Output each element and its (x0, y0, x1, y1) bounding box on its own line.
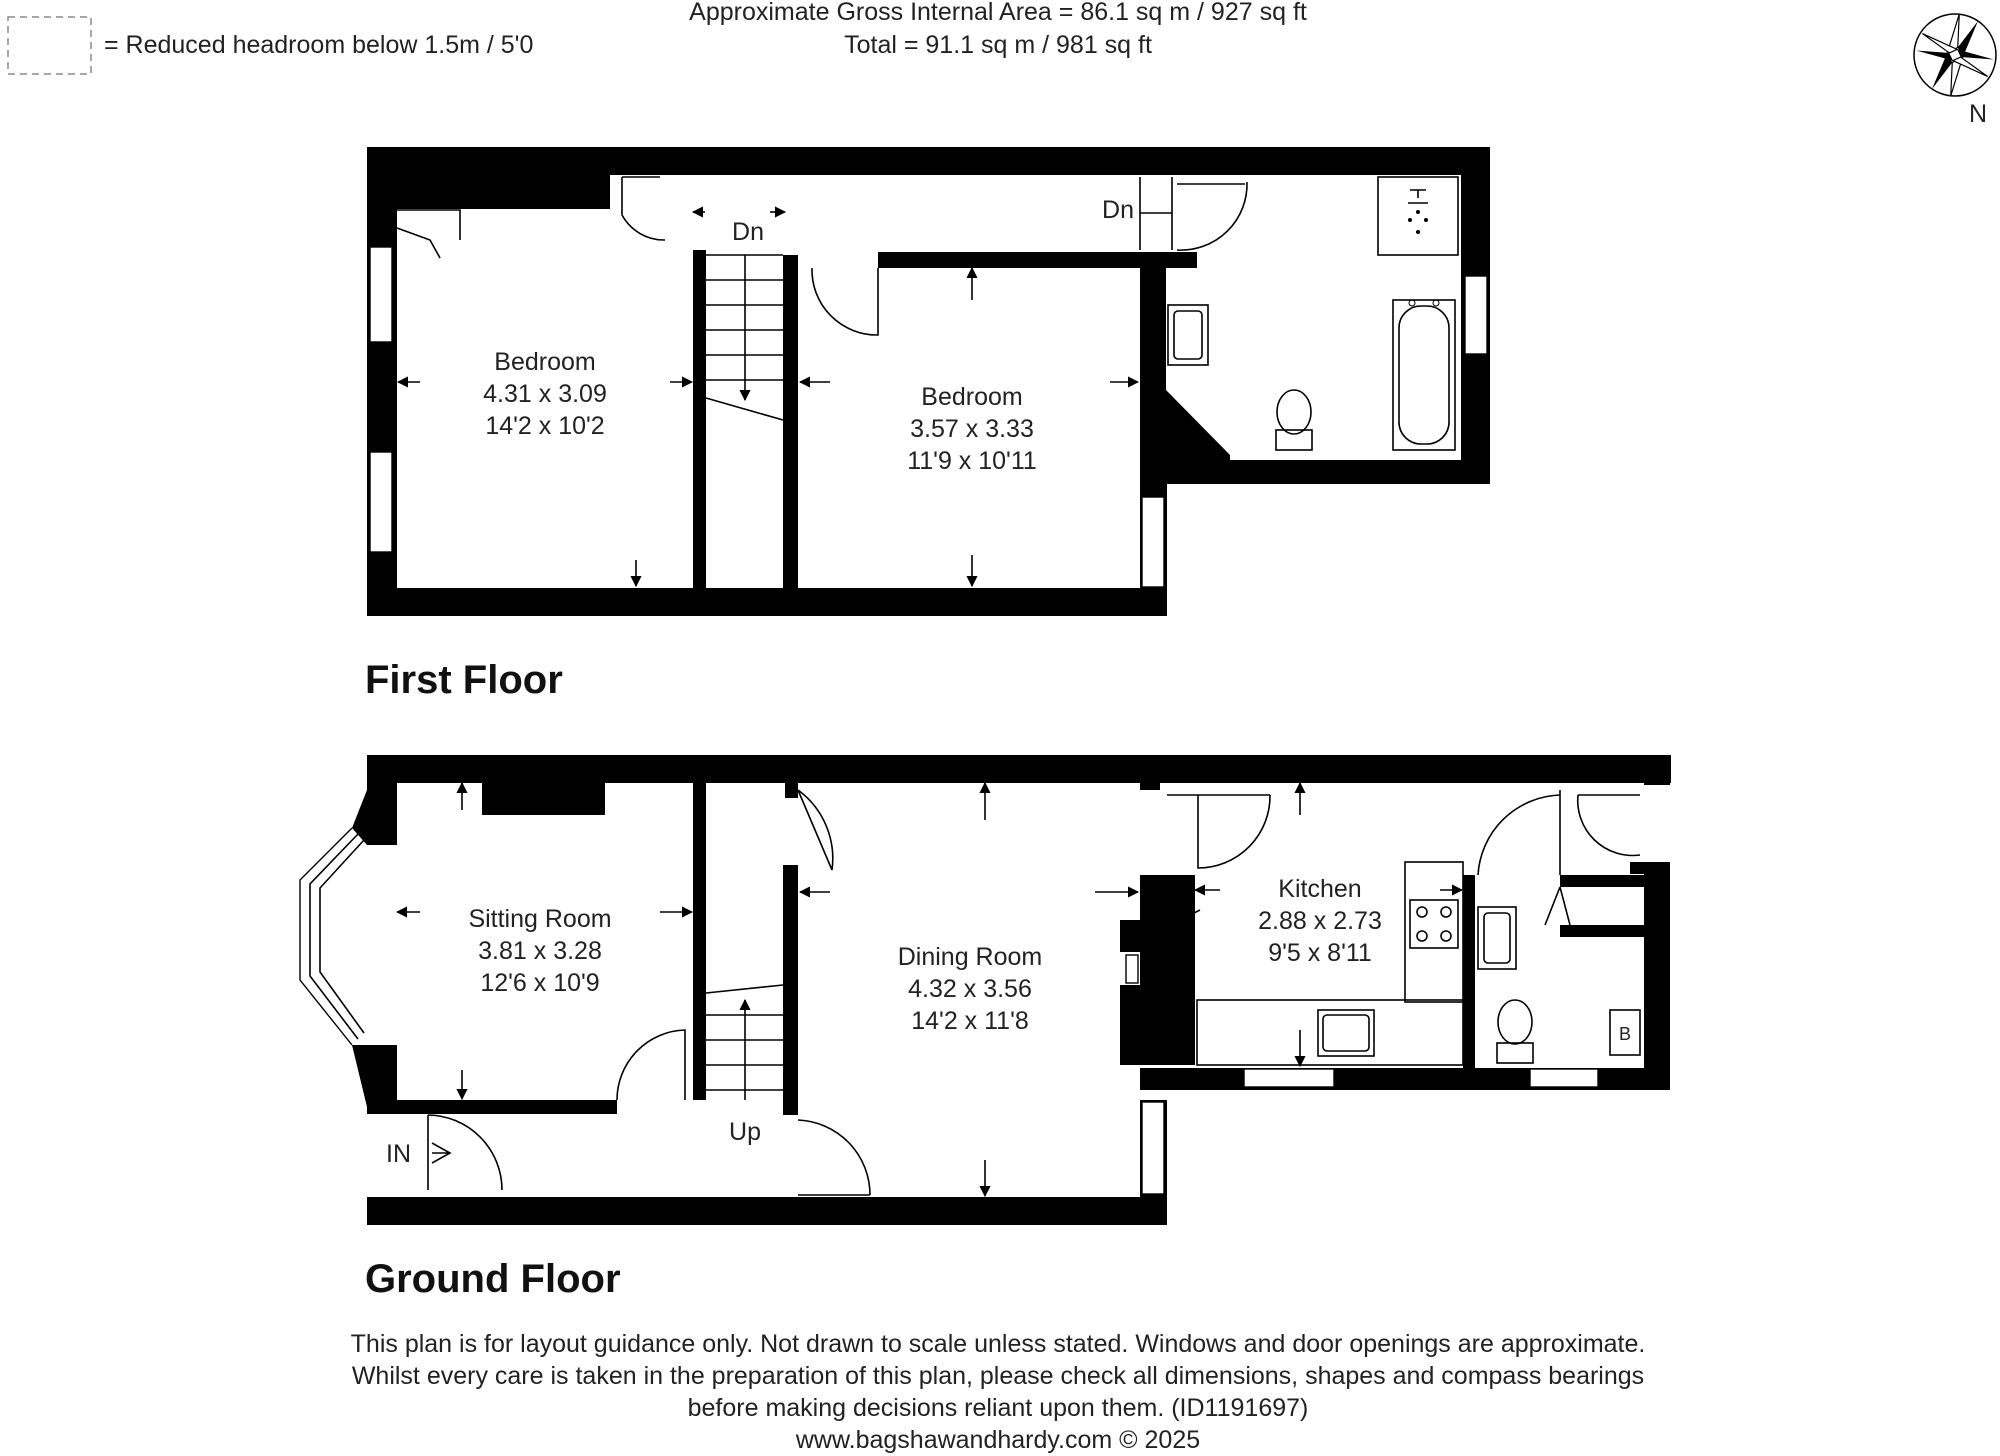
ground-floor-plan (300, 755, 1671, 1225)
bedroom1-imperial: 14'2 x 10'2 (485, 412, 605, 440)
ground-floor-staircase (706, 985, 783, 1100)
first-floor-title: First Floor (365, 658, 563, 702)
dining-room-imperial: 14'2 x 11'8 (911, 1007, 1029, 1035)
kitchen-imperial: 9'5 x 8'11 (1268, 939, 1372, 967)
area-line: Approximate Gross Internal Area = 86.1 sq m / 927 sq ft (689, 0, 1307, 26)
compass-rose-icon (1914, 14, 1996, 96)
utility-toilet-icon (1497, 1000, 1533, 1063)
sitting-room-imperial: 12'6 x 10'9 (480, 969, 600, 997)
hob-icon (1410, 900, 1458, 948)
landing-down-label: Dn (1102, 196, 1134, 224)
first-floor-staircase (706, 255, 783, 420)
disclaimer-line-3: before making decisions reliant upon them. (ID1191697) (687, 1394, 1309, 1422)
boiler-label: B (1618, 1024, 1632, 1044)
dining-room-metric: 4.32 x 3.56 (908, 975, 1032, 1003)
bathtub-icon (1393, 300, 1455, 450)
first-floor-stairs-label: Dn (732, 218, 764, 246)
sitting-room-metric: 3.81 x 3.28 (478, 937, 602, 965)
kitchen-sink-icon (1318, 1010, 1374, 1056)
dining-room-name: Dining Room (897, 943, 1043, 971)
reduced-headroom-legend-box (8, 17, 91, 74)
bedroom1-metric: 4.31 x 3.09 (483, 380, 607, 408)
kitchen-name: Kitchen (1278, 875, 1362, 903)
entrance-label: IN (386, 1140, 411, 1168)
bedroom2-name: Bedroom (921, 383, 1023, 411)
legend-text: = Reduced headroom below 1.5m / 5'0 (104, 31, 534, 59)
ground-floor-stairs-label: Up (729, 1118, 761, 1146)
disclaimer-line-2: Whilst every care is taken in the preparation of this plan, please check all dimensions, shapes and compass bearings (351, 1362, 1645, 1390)
bedroom2-imperial: 11'9 x 10'11 (907, 447, 1037, 475)
sitting-room-name: Sitting Room (468, 905, 612, 933)
total-area-line: Total = 91.1 sq m / 981 sq ft (844, 31, 1152, 59)
shower-icon (1378, 177, 1458, 255)
ground-floor-title: Ground Floor (365, 1257, 621, 1301)
washbasin-icon (1168, 305, 1208, 365)
toilet-icon (1276, 390, 1312, 450)
first-floor-plan (367, 147, 1490, 616)
website-copyright: www.bagshawandhardy.com © 2025 (795, 1426, 1201, 1454)
bedroom1-name: Bedroom (494, 348, 596, 376)
compass-north-label: N (1968, 100, 1988, 128)
disclaimer-line-1: This plan is for layout guidance only. Not drawn to scale unless stated. Windows and door openings are approximate. (350, 1330, 1646, 1358)
bedroom2-metric: 3.57 x 3.33 (910, 415, 1034, 443)
bay-window (300, 828, 364, 1045)
kitchen-metric: 2.88 x 2.73 (1258, 907, 1382, 935)
utility-washbasin-icon (1478, 907, 1516, 969)
